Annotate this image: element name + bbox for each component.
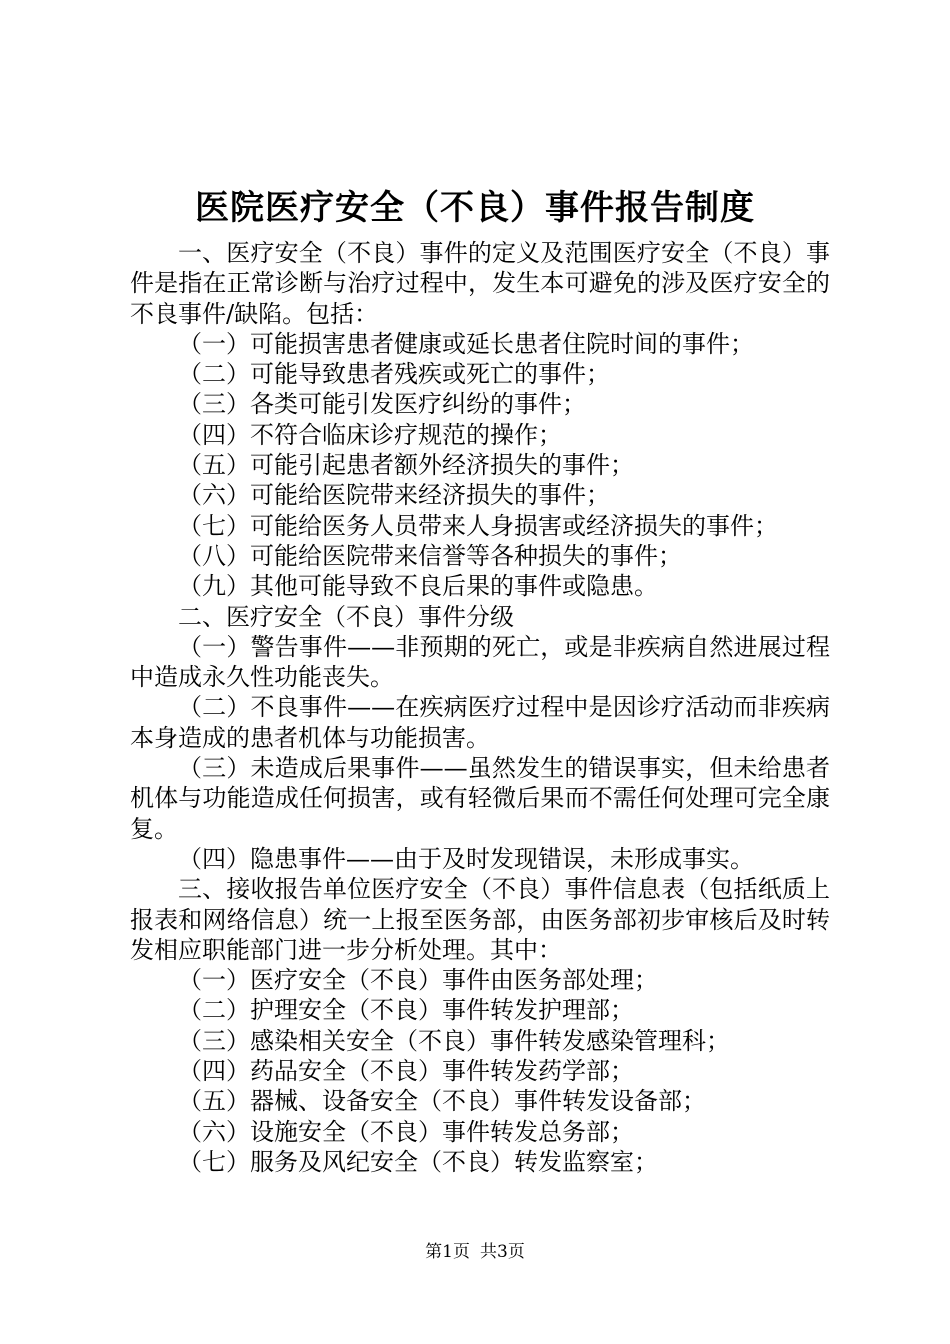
list-item: （八）可能给医院带来信誉等各种损失的事件； bbox=[178, 541, 682, 570]
list-item: （一）警告事件——非预期的死亡，或是非疾病自然进展过程中造成永久性功能丧失。 bbox=[130, 632, 830, 692]
list-item: （一）医疗安全（不良）事件由医务部处理； bbox=[178, 966, 658, 995]
list-item: （七）服务及风纪安全（不良）转发监察室； bbox=[178, 1147, 658, 1176]
section-heading-2: 二、医疗安全（不良）事件分级 bbox=[178, 602, 514, 631]
list-item: （二）不良事件——在疾病医疗过程中是因诊疗活动而非疾病本身造成的患者机体与功能损害。 bbox=[130, 693, 830, 752]
list-item: （四）不符合临床诊疗规范的操作； bbox=[178, 420, 562, 449]
paragraph-section-3: 三、接收报告单位医疗安全（不良）事件信息表（包括纸质上报表和网络信息）统一上报至医务部，由医务部初步审核后及时转发相应职能部门进一步分析处理。其中： bbox=[130, 875, 830, 964]
list-item: （五）器械、设备安全（不良）事件转发设备部； bbox=[178, 1087, 706, 1116]
document-title: 医院医疗安全（不良）事件报告制度 bbox=[195, 188, 755, 228]
list-item: （一）可能损害患者健康或延长患者住院时间的事件； bbox=[178, 329, 754, 358]
list-item: （二）护理安全（不良）事件转发护理部； bbox=[178, 996, 634, 1025]
document-body bbox=[130, 238, 830, 1177]
paragraph-section-1: 一、医疗安全（不良）事件的定义及范围医疗安全（不良）事件是指在正常诊断与治疗过程中，发生本可避免的涉及医疗安全的不良事件/缺陷。包括： bbox=[130, 239, 830, 328]
page-number-total: 共3页 bbox=[480, 1242, 525, 1262]
list-item: （六）可能给医院带来经济损失的事件； bbox=[178, 481, 610, 510]
page-number-current: 第1页 bbox=[425, 1242, 470, 1262]
list-item: （四）隐患事件——由于及时发现错误，未形成事实。 bbox=[178, 844, 754, 873]
list-item: （三）各类可能引发医疗纠纷的事件； bbox=[178, 390, 586, 419]
list-item: （六）设施安全（不良）事件转发总务部； bbox=[178, 1117, 634, 1146]
list-item: （三）未造成后果事件——虽然发生的错误事实，但未给患者机体与功能造成任何损害，或有轻微后果而不需任何处理可完全康复。 bbox=[130, 754, 830, 843]
list-item: （二）可能导致患者残疾或死亡的事件； bbox=[178, 360, 610, 389]
list-item: （七）可能给医务人员带来人身损害或经济损失的事件； bbox=[178, 511, 778, 540]
list-item: （三）感染相关安全（不良）事件转发感染管理科； bbox=[178, 1026, 730, 1055]
page-footer bbox=[0, 1240, 950, 1264]
list-item: （九）其他可能导致不良后果的事件或隐患。 bbox=[178, 572, 658, 601]
list-item: （五）可能引起患者额外经济损失的事件； bbox=[178, 451, 634, 480]
list-item: （四）药品安全（不良）事件转发药学部； bbox=[178, 1057, 634, 1086]
